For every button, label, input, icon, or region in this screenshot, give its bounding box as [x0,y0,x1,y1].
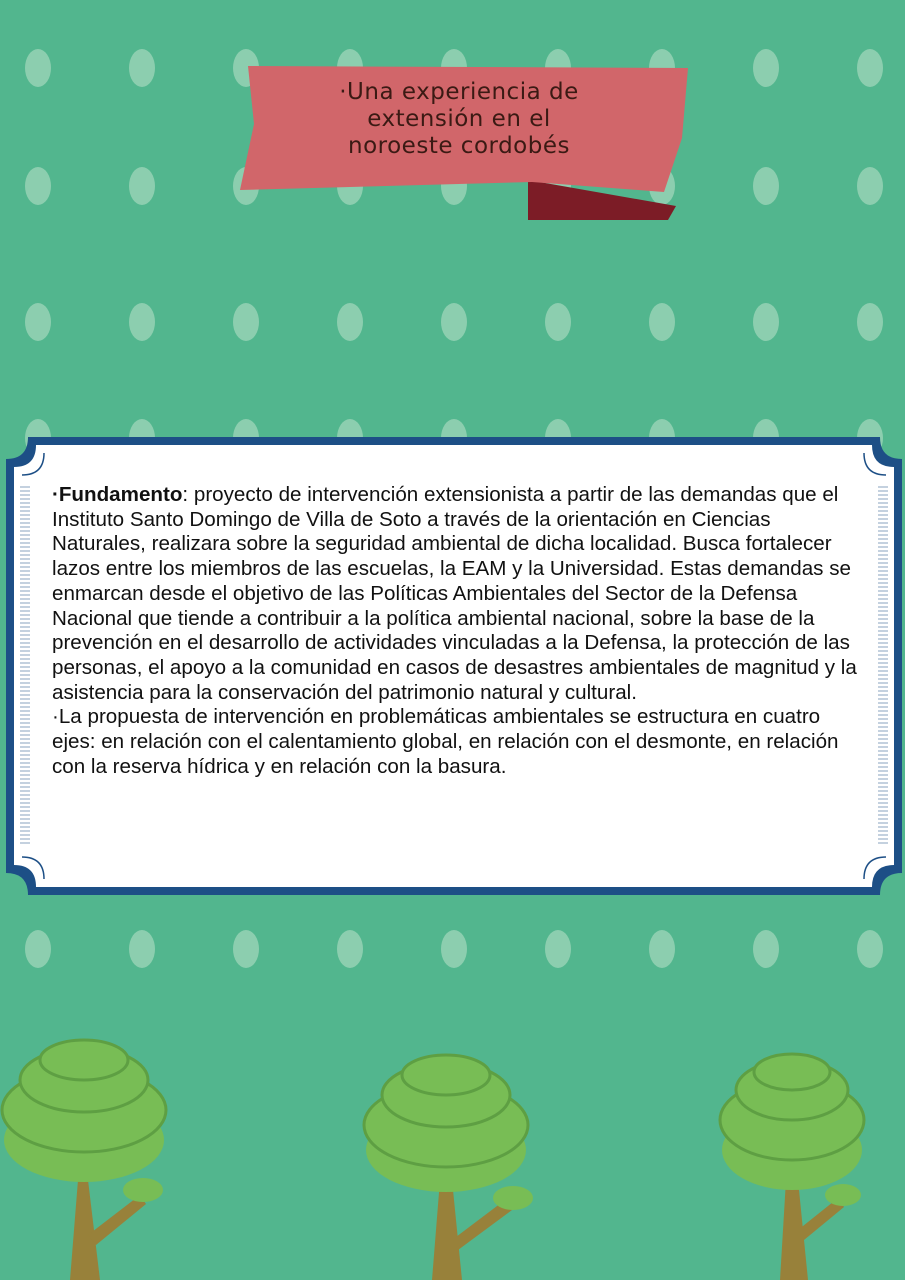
tree-right [720,1054,864,1280]
tree-middle [364,1055,533,1280]
fundamento-label: ·Fundamento [52,483,183,506]
banner-title: ·Una experiencia de extensión en el noroeste cordobés [339,79,579,159]
propuesta-paragraph: ·La propuesta de intervención en problemáticas ambientales se estructura en cuatro ejes: en relación con el calentamiento global, en relación con el desmonte, en relación con la reserva hídrica y en relación con la basura. [52,705,839,778]
tree-left [2,1040,166,1280]
fundamento-text: : proyecto de intervención extensionista a partir de las demandas que el Instituto Santo Domingo de Villa de Soto a través de la orientación en Ciencias Naturales, realizara sobre la seguridad ambiental de dicha localidad. Busca fortalecer lazos entre los miembros de las escuelas, la EAM y la Universidad. Estas demandas se enmarcan desde el objetivo de las Políticas Ambientales del Sector de la Defensa Nacional que tiende a contribuir a la política ambiental nacional, sobre la base de la prevención en el desarrollo de actividades vinculadas a la Defensa, la protección de las personas, el apoyo a la comunidad en casos de desastres ambientales de magnitud y la asistencia para la conservación del patrimonio natural y cultural. [52,483,857,704]
